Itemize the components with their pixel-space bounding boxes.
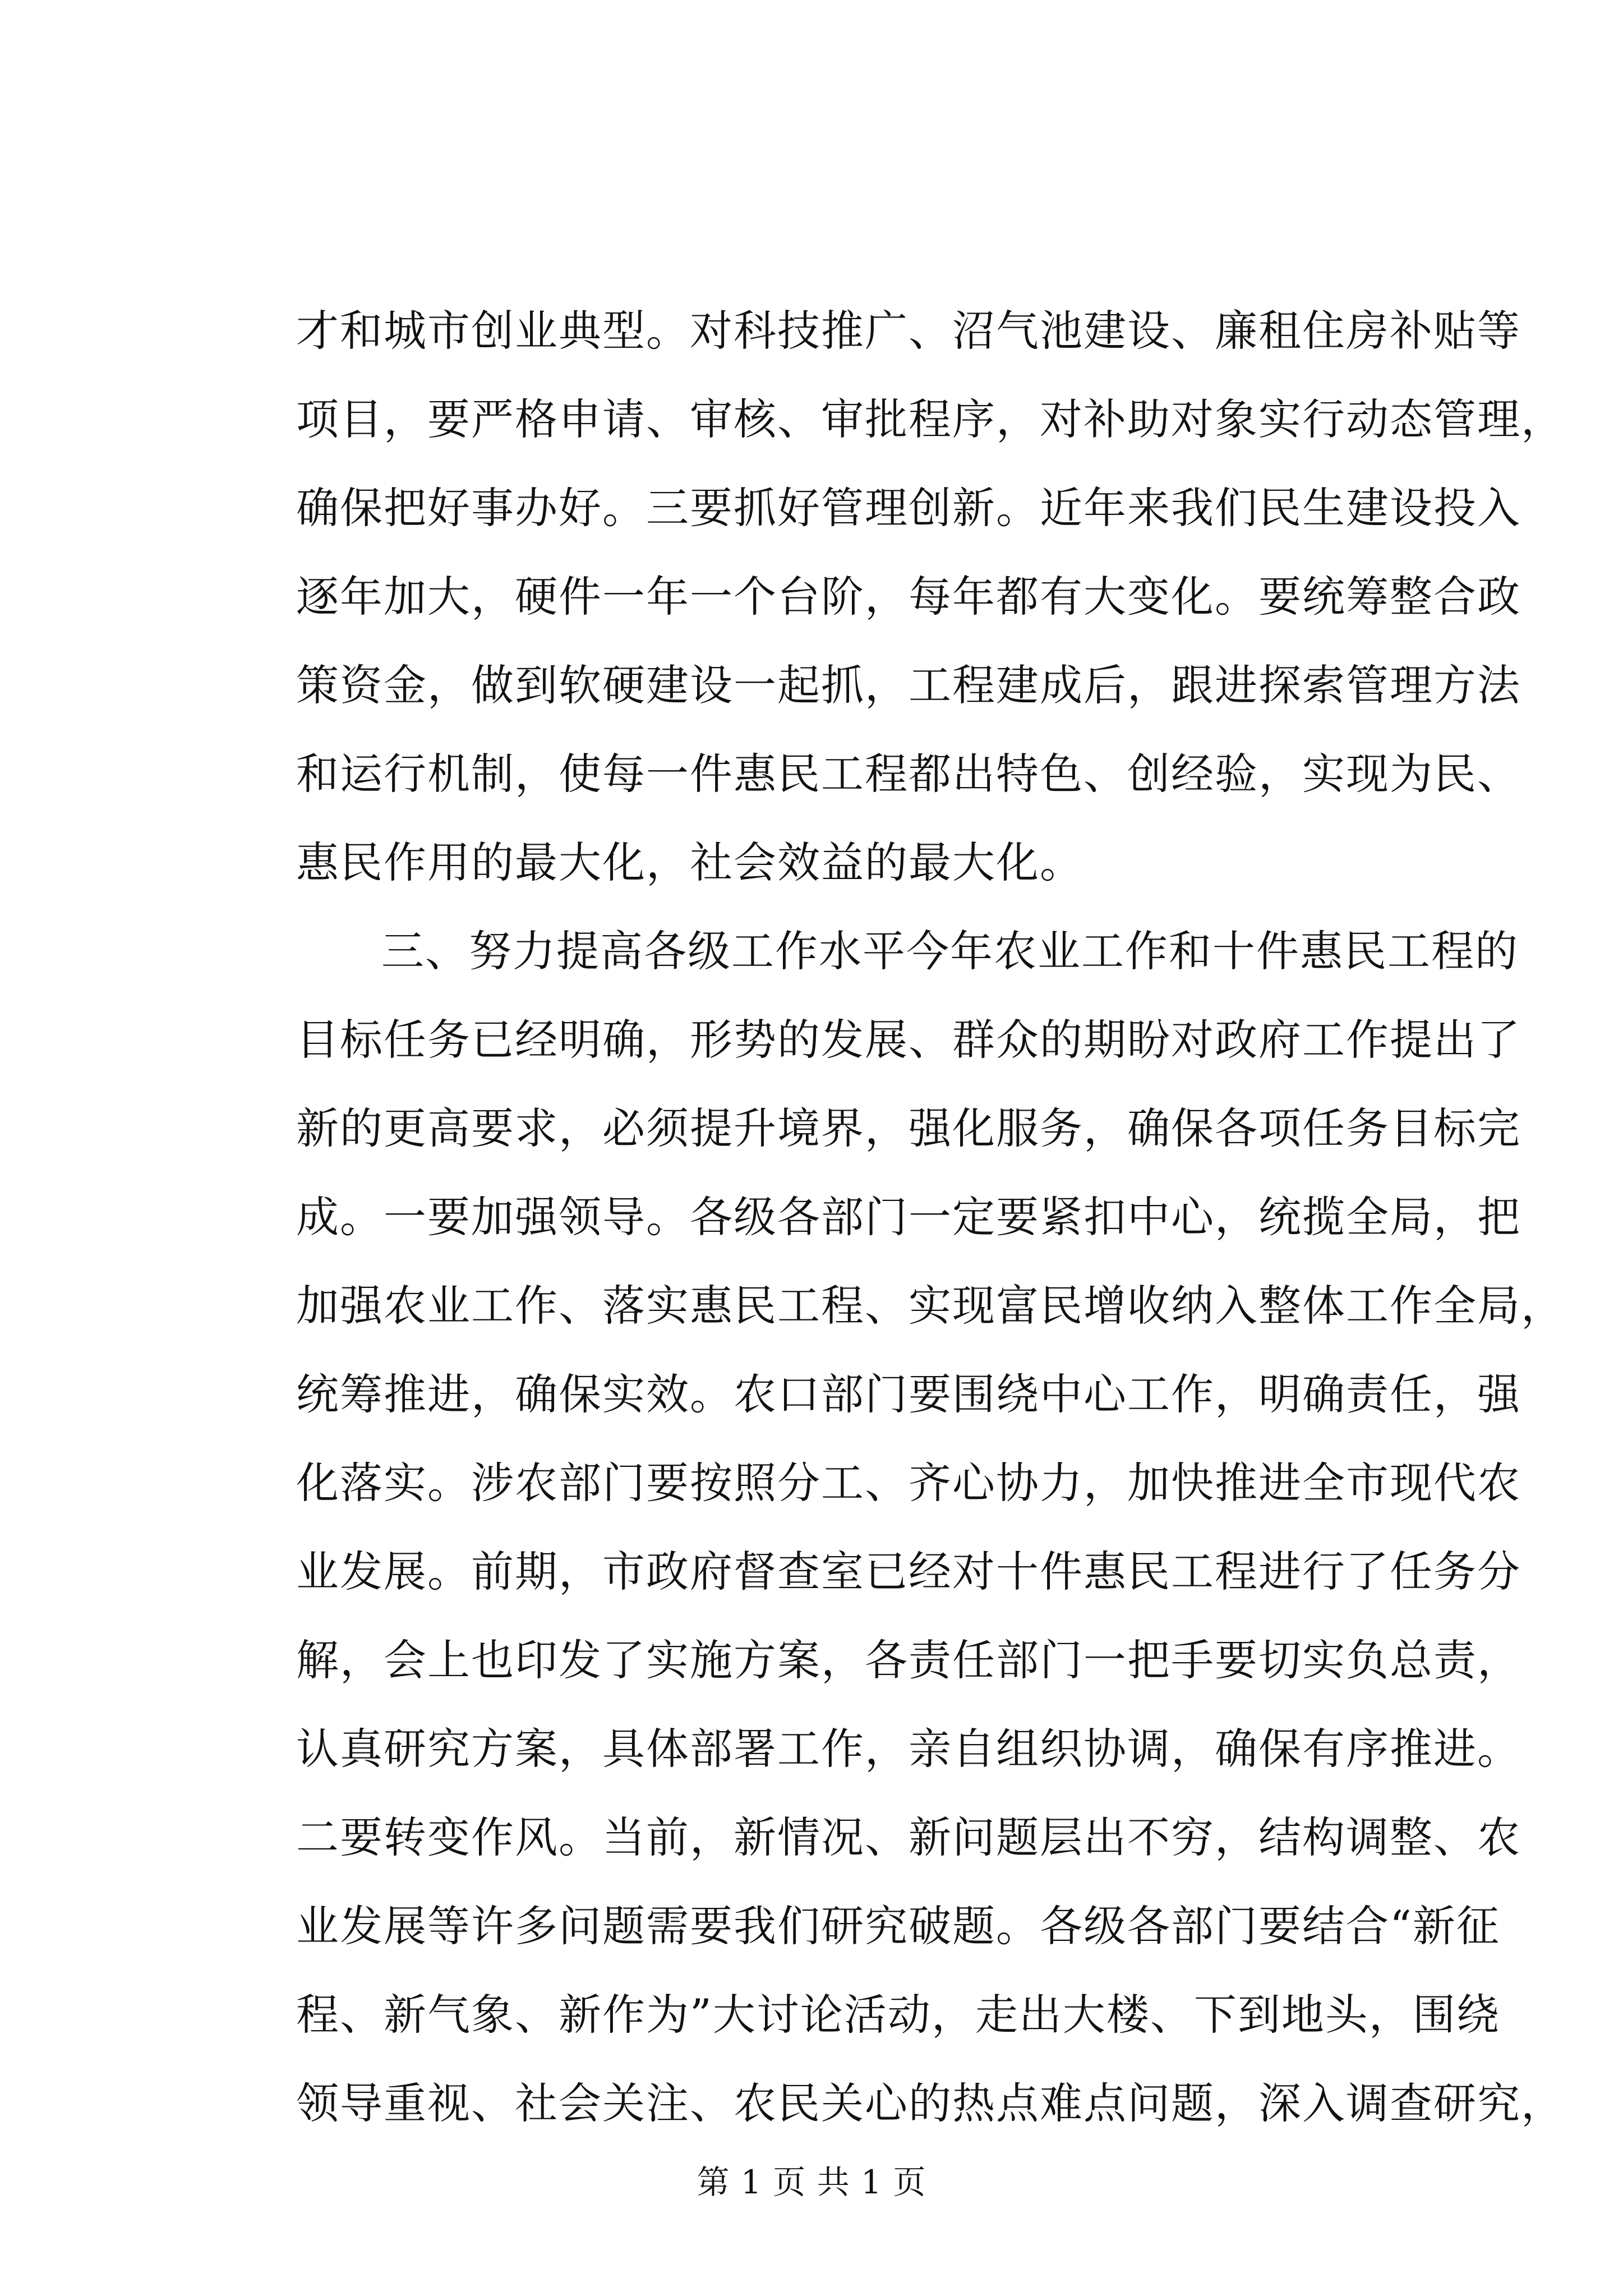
text-line: 解，会上也印发了实施方案，各责任部门一把手要切实负总责， <box>296 1635 1521 1685</box>
text-line: 确保把好事办好。三要抓好管理创新。近年来我们民生建设投入 <box>296 483 1521 533</box>
text-line: 新的更高要求，必须提升境界，强化服务，确保各项任务目标完 <box>296 1103 1521 1153</box>
text-line: 化落实。涉农部门要按照分工、齐心协力，加快推进全市现代农 <box>296 1458 1521 1508</box>
text-line: 成。一要加强领导。各级各部门一定要紧扣中心，统揽全局，把 <box>296 1192 1521 1242</box>
text-line: 二要转变作风。当前，新情况、新问题层出不穷，结构调整、农 <box>296 1812 1521 1862</box>
text-line: 加强农业工作、落实惠民工程、实现富民增收纳入整体工作全局， <box>296 1281 1565 1331</box>
text-line: 认真研究方案，具体部署工作，亲自组织协调，确保有序推进。 <box>296 1724 1521 1774</box>
text-line: 统筹推进，确保实效。农口部门要围绕中心工作，明确责任，强 <box>296 1369 1521 1419</box>
text-line: 领导重视、社会关注、农民关心的热点难点问题，深入调查研究， <box>296 2078 1565 2128</box>
text-line: 项目，要严格申请、审核、审批程序，对补助对象实行动态管理， <box>296 394 1565 444</box>
text-line: 程、新气象、新作为”大讨论活动，走出大楼、下到地头，围绕 <box>296 1990 1500 2040</box>
text-line: 策资金，做到软硬建设一起抓，工程建成后，跟进探索管理方法 <box>296 660 1521 710</box>
text-line: 业发展。前期，市政府督查室已经对十件惠民工程进行了任务分 <box>296 1547 1521 1596</box>
text-line: 逐年加大，硬件一年一个台阶，每年都有大变化。要统筹整合政 <box>296 572 1521 622</box>
text-line: 才和城市创业典型。对科技推广、沼气池建设、廉租住房补贴等 <box>296 306 1521 356</box>
text-line: 业发展等许多问题需要我们研究破题。各级各部门要结合“新征 <box>296 1901 1500 1951</box>
section-heading-line: 三、努力提高各级工作水平今年农业工作和十件惠民工程的 <box>381 926 1519 976</box>
page-footer: 第 1 页 共 1 页 <box>697 2163 926 2201</box>
text-line: 和运行机制，使每一件惠民工程都出特色、创经验，实现为民、 <box>296 749 1521 799</box>
text-line: 目标任务已经明确，形势的发展、群众的期盼对政府工作提出了 <box>296 1015 1521 1065</box>
text-line: 惠民作用的最大化，社会效益的最大化。 <box>296 838 1083 887</box>
